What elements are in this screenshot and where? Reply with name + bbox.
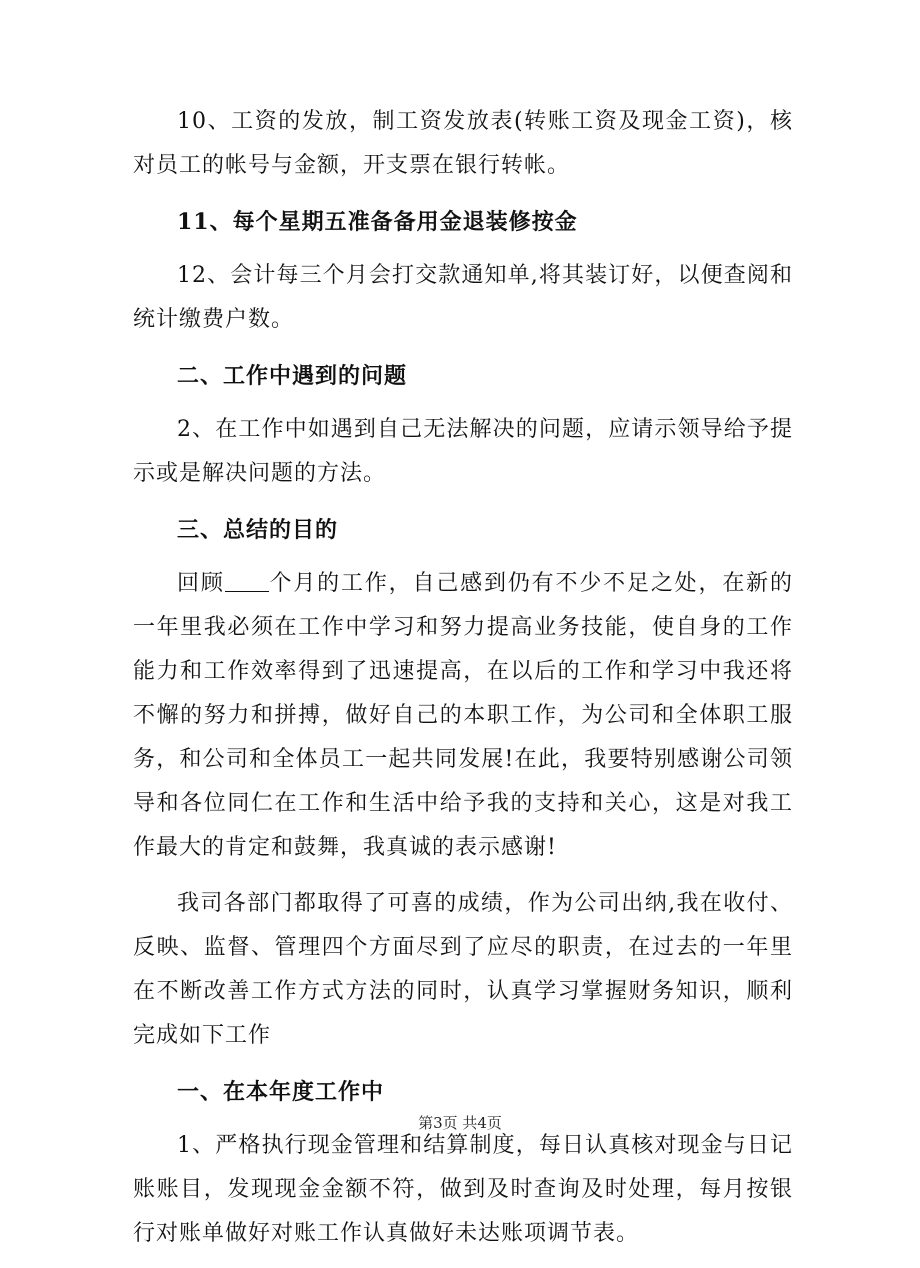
paragraph-friday-deposit: 11、每个星期五准备备用金退装修按金 [177,209,578,235]
page-number-footer: 第3页 共4页 [418,1114,502,1132]
fill-in-blank [225,571,269,592]
paragraph-cash-management: 1、严格执行现金管理和结算制度，每日认真核对现金与日记账账目，发现现金金额不符，做到及时查询及时处理，每月按银行对账单做好对账工作认真做好未达账项调节表。 [133,1133,793,1246]
heading-problems: 二、工作中遇到的问题 [177,363,408,389]
paragraph-salary: 10、工资的发放，制工资发放表(转账工资及现金工资)，核对员工的帐号与金额，开支票在银行转帐。 [133,109,793,178]
heading-this-year: 一、在本年度工作中 [177,1079,385,1105]
document-body [133,100,793,1268]
heading-purpose: 三、总结的目的 [177,517,339,543]
paragraph-payment-notice: 12、会计每三个月会打交款通知单,将其装订好，以便查阅和统计缴费户数。 [133,263,793,332]
paragraph-departments: 我司各部门都取得了可喜的成绩，作为公司出纳,我在收付、反映、监督、管理四个方面尽到了应尽的职责，在过去的一年里在不断改善工作方式方法的同时，认真学习掌握财务知识，顺利完成如下工作 [133,891,793,1048]
review-lead-text: 回顾 [177,571,225,596]
paragraph-ask-leader: 2、在工作中如遇到自己无法解决的问题，应请示领导给予提示或是解决问题的方法。 [133,417,793,486]
review-body-text: 个月的工作，自己感到仍有不少不足之处，在新的一年里我必须在工作中学习和努力提高业务技能，使自身的工作能力和工作效率得到了迅速提高，在以后的工作和学习中我还将不懈的努力和拼搏，做好自己的本职工作，为公司和全体职工服务，和公司和全体员工一起共同发展!在此，我要特别感谢公司领导和各位同仁在工作和生活中给予我的支持和关心，这是对我工作最大的肯定和鼓舞，我真诚的表示感谢! [133,571,793,860]
paragraph-review [133,562,793,870]
